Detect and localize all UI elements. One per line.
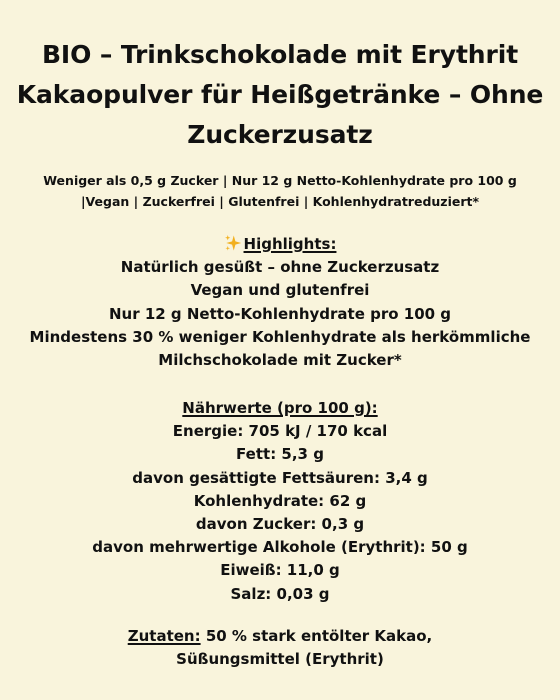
highlights-section xyxy=(0,233,560,372)
highlights-heading: Highlights: xyxy=(243,235,337,253)
title-line-2: Kakaopulver für Heißgetränke – Ohne xyxy=(16,80,544,109)
ingredients-line-1 xyxy=(0,625,560,648)
ingredients-section xyxy=(0,625,560,671)
nutrition-row: davon gesättigte Fettsäuren: 3,4 g xyxy=(132,468,428,487)
highlight-item: Vegan und glutenfrei xyxy=(190,281,370,300)
nutrition-row: Kohlenhydrate: 62 g xyxy=(193,491,367,510)
nutrition-row: davon mehrwertige Alkohole (Erythrit): 50 g xyxy=(92,538,468,557)
highlight-item: Milchschokolade mit Zucker* xyxy=(158,351,402,370)
highlight-item: Mindestens 30 % weniger Kohlenhydrate als herkömmliche xyxy=(29,327,531,346)
sparkle-icon xyxy=(224,234,242,252)
nutrition-row: Eiweiß: 11,0 g xyxy=(220,561,340,580)
ingredients-text-1: 50 % stark entölter Kakao, xyxy=(200,627,433,645)
title-line-1: BIO – Trinkschokolade mit Erythrit xyxy=(41,40,519,69)
product-title xyxy=(0,35,560,155)
highlight-item: Nur 12 g Netto-Kohlenhydrate pro 100 g xyxy=(108,304,452,323)
nutrition-row: Energie: 705 kJ / 170 kcal xyxy=(172,422,388,441)
title-line-3: Zuckerzusatz xyxy=(187,120,373,149)
highlights-heading-row xyxy=(0,233,560,256)
ingredients-text-2: Süßungsmittel (Erythrit) xyxy=(176,650,384,669)
nutrition-section xyxy=(0,397,560,606)
ingredients-label: Zutaten: xyxy=(127,627,201,645)
nutrition-row: Fett: 5,3 g xyxy=(236,445,324,464)
nutrition-row: Salz: 0,03 g xyxy=(230,584,330,603)
claims-line-1: Weniger als 0,5 g Zucker | Nur 12 g Netto-Kohlenhydrate pro 100 g xyxy=(43,173,517,188)
nutrition-heading-row xyxy=(0,397,560,420)
nutrition-row: davon Zucker: 0,3 g xyxy=(195,515,365,534)
claims-line-2: |Vegan | Zuckerfrei | Glutenfrei | Kohlenhydratreduziert* xyxy=(80,194,480,209)
nutrition-heading: Nährwerte (pro 100 g): xyxy=(182,399,378,417)
product-claims xyxy=(0,170,560,212)
highlight-item: Natürlich gesüßt – ohne Zuckerzusatz xyxy=(120,258,440,277)
